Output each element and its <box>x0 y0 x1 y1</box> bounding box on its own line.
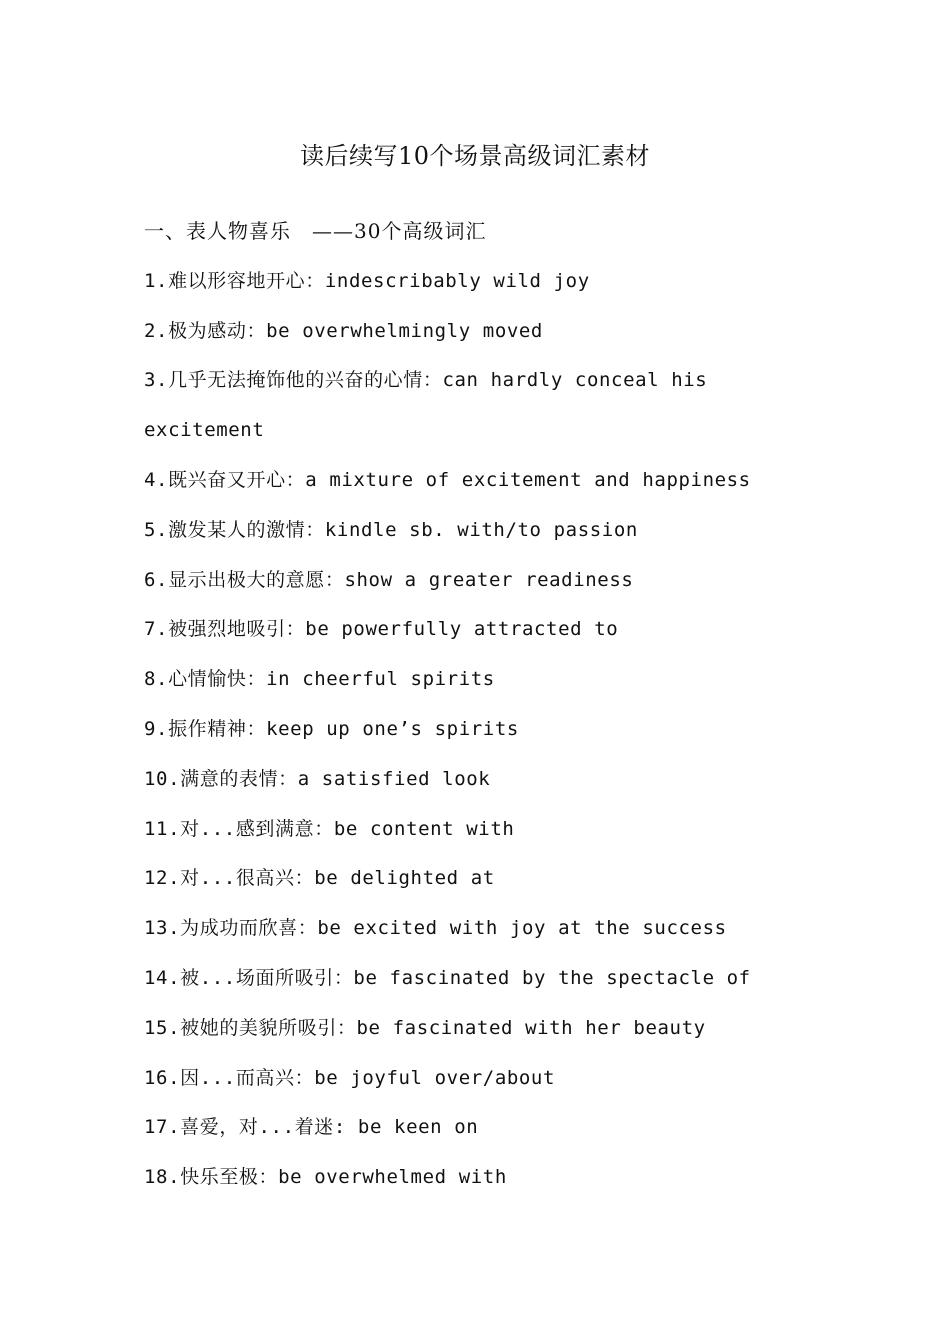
vocab-item-13: 13.为成功而欣喜：be excited with joy at the success <box>144 917 727 940</box>
vocab-item-17: 17.喜爱，对...着迷: be keen on <box>144 1116 479 1139</box>
section-heading: 一、表人物喜乐 ——30个高级词汇 <box>144 219 487 243</box>
vocab-item-16: 16.因...而高兴：be joyful over/about <box>144 1066 556 1089</box>
vocab-item-14: 14.被...场面所吸引：be fascinated by the spectacle of <box>144 966 751 989</box>
vocab-item-1: 1.难以形容地开心：indescribably wild joy <box>144 269 590 292</box>
vocab-item-3: 3.几乎无法掩饰他的兴奋的心情：can hardly conceal his <box>144 369 708 392</box>
vocab-item-18: 18.快乐至极：be overwhelmed with <box>144 1166 507 1189</box>
vocab-item-6: 6.显示出极大的意愿：show a greater readiness <box>144 568 634 591</box>
vocab-item-9: 9.振作精神：keep up one’s spirits <box>144 717 519 740</box>
vocab-item-7: 7.被强烈地吸引：be powerfully attracted to <box>144 618 619 641</box>
vocab-item-12: 12.对...很高兴：be delighted at <box>144 867 495 890</box>
document-title: 读后续写10个场景高级词汇素材 <box>299 142 651 170</box>
vocab-item-15: 15.被她的美貌所吸引：be fascinated with her beauty <box>144 1016 706 1039</box>
vocab-item-11: 11.对...感到满意：be content with <box>144 817 515 840</box>
vocab-item-2: 2.极为感动：be overwhelmingly moved <box>144 319 543 342</box>
vocab-item-5: 5.激发某人的激情：kindle sb. with/to passion <box>144 518 638 541</box>
vocab-item-4: 4.既兴奋又开心：a mixture of excitement and happiness <box>144 468 751 491</box>
document-body <box>144 214 816 1210</box>
vocab-item-3-continuation: excitement <box>144 419 265 442</box>
vocab-item-8: 8.心情愉快：in cheerful spirits <box>144 668 495 691</box>
vocab-item-10: 10.满意的表情：a satisfied look <box>144 767 491 790</box>
